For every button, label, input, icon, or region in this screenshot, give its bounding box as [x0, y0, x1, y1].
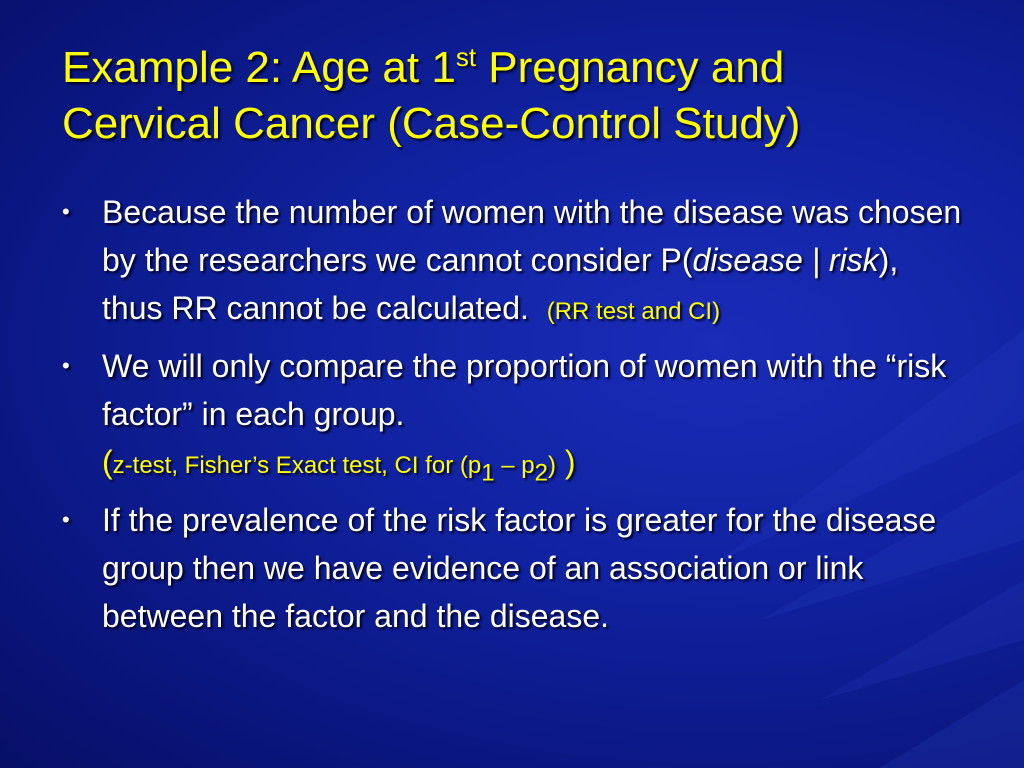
bullet-2-note-open: ( — [102, 444, 113, 480]
bullet-2-sub1: 1 — [481, 459, 495, 487]
bullet-1-italic: disease | risk — [692, 242, 879, 278]
bullet-item-1 — [62, 188, 962, 336]
bullet-2-text: We will only compare the proportion of women with the “risk factor” in each group. — [102, 348, 947, 432]
slide-title — [62, 40, 982, 152]
bullet-2-note-mid: – p — [494, 452, 535, 479]
bullet-2-sub2: 2 — [534, 459, 548, 487]
bullet-list — [62, 188, 962, 646]
bullet-icon: • — [62, 353, 70, 378]
bullet-2-note-close: ) — [555, 444, 576, 480]
bullet-1-text-end: ), thus RR cannot be calculated. — [102, 242, 899, 326]
bullet-1-text-start: Because the number of women with the disease was chosen by the researchers we cannot consider P( — [102, 194, 962, 278]
bullet-3-text: If the prevalence of the risk factor is greater for the disease group then we have evidence of an association or link between the factor and the disease. — [102, 502, 937, 634]
bullet-2-note-end: ) — [547, 452, 556, 479]
title-superscript: st — [455, 42, 477, 72]
bullet-item-2 — [62, 342, 962, 490]
title-line1-start: Example 2: Age at 1 — [62, 43, 456, 92]
bullet-2-note — [102, 438, 962, 490]
title-line1-end: Pregnancy and — [476, 43, 785, 92]
bullet-item-3 — [62, 496, 962, 640]
bullet-icon: • — [62, 507, 70, 532]
bullet-1-note: (RR test and CI) — [546, 298, 721, 325]
title-line2: Cervical Cancer (Case-Control Study) — [62, 99, 801, 148]
bullet-icon: • — [62, 199, 70, 224]
bullet-2-note-text: z-test, Fisher’s Exact test, CI for (p — [112, 452, 482, 479]
